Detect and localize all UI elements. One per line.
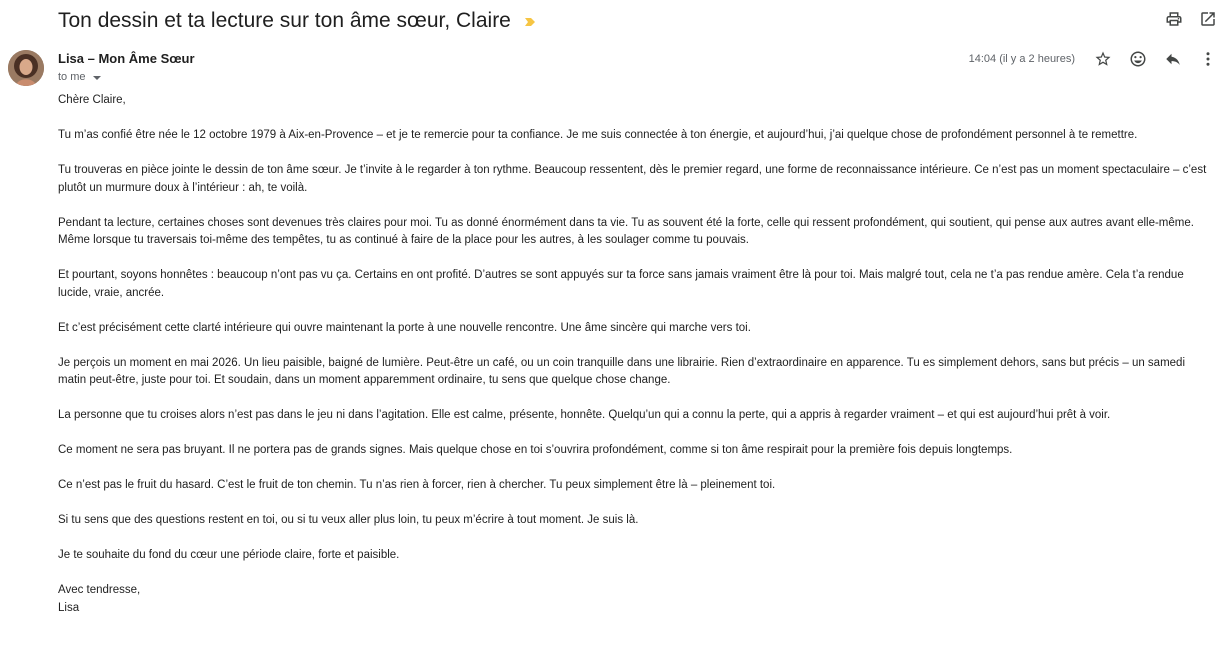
body-paragraph: Si tu sens que des questions restent en toi, ou si tu veux aller plus loin, tu peux m’écrire à tout moment. Je suis là. [58, 514, 639, 526]
signature: Lisa [58, 601, 80, 614]
more-vert-icon[interactable] [1198, 49, 1218, 69]
body-paragraph: Je te souhaite du fond du cœur une période claire, forte et paisible. [58, 549, 400, 561]
email-body [58, 92, 1214, 617]
timestamp: 14:04 (il y a 2 heures) [968, 53, 1075, 65]
sender-name[interactable]: Lisa – Mon Âme Sœur [58, 51, 195, 66]
message-meta [969, 49, 1218, 69]
body-paragraph: Ce moment ne sera pas bruyant. Il ne portera pas de grands signes. Mais quelque chose en toi s’ouvrira profondément, comme si ton âme respirait pour la première fois depuis longtemps. [58, 444, 1013, 456]
recipient-details-toggle[interactable] [58, 71, 195, 83]
avatar[interactable] [8, 50, 44, 86]
greeting: Chère Claire, [58, 94, 126, 106]
body-paragraph: Tu trouveras en pièce jointe le dessin de ton âme sœur. Je t’invite à le regarder à ton rythme. Beaucoup ressentent, dès le premier regard, une forme de reconnaissance intérieure. Ce n’est pas un moment spectaculaire – c’est plutôt un murmure doux à l’intérieur : ah, te voilà. [58, 164, 1207, 194]
body-paragraph: Et c’est précisément cette clarté intérieure qui ouvre maintenant la porte à une nouvelle rencontre. Une âme sincère qui marche vers toi. [58, 321, 751, 334]
email-subject: Ton dessin et ta lecture sur ton âme sœur, Claire [58, 9, 511, 32]
print-icon[interactable] [1164, 9, 1184, 29]
body-paragraph: Pendant ta lecture, certaines choses sont devenues très claires pour moi. Tu as donné énormément dans ta vie. Tu as souvent été la forte, celle qui ressent profondément, qui soutient, qui pense aux autres avant elle-même. Même lorsque tu traversais toi-même des tempêtes, tu as continué à faire de la place pour les autres, à les soulager comme tu pouvais. [58, 216, 1194, 246]
body-paragraph: Je perçois un moment en mai 2026. Un lieu paisible, baigné de lumière. Peut-être un café, ou un coin tranquille dans une librairie. Rien d’extraordinaire en apparence. Tu es simplement dehors, sans but précis – un samedi matin peut-être, juste pour toi. Et soudain, dans un moment apparemment ordinaire, tu sens que quelque chose change. [58, 356, 1186, 386]
open-in-new-icon[interactable] [1198, 9, 1218, 29]
top-actions [1164, 9, 1218, 29]
body-paragraph: Ce n’est pas le fruit du hasard. C’est le fruit de ton chemin. Tu n’as rien à forcer, rien à chercher. Tu peux simplement être là – pleinement toi. [58, 479, 776, 491]
label-important-icon[interactable] [524, 15, 536, 27]
recipient-label: to me [58, 71, 86, 83]
emoji-icon[interactable] [1128, 49, 1148, 69]
star-icon[interactable] [1093, 49, 1113, 69]
signoff [58, 582, 1214, 617]
sender-block [58, 51, 195, 83]
chevron-down-icon [93, 76, 101, 80]
closing: Avec tendresse, [58, 584, 141, 596]
body-paragraph: La personne que tu croises alors n’est pas dans le jeu ni dans l’agitation. Elle est calme, présente, honnête. Quelqu’un qui a connu la perte, qui a appris à regarder vraiment – et qui est aujourd’hui prêt à voir. [58, 409, 1111, 421]
reply-icon[interactable] [1163, 49, 1183, 69]
body-paragraph: Tu m’as confié être née le 12 octobre 1979 à Aix-en-Provence – et je te remercie pour ta confiance. Je me suis connectée à ton énergie, et aujourd’hui, j’ai quelque chose de profondément personnel à te remettre. [58, 129, 1138, 141]
body-paragraph: Et pourtant, soyons honnêtes : beaucoup n’ont pas vu ça. Certains en ont profité. D’autres se sont appuyés sur ta force sans jamais vraiment être là pour toi. Mais malgré tout, cela ne t’a pas rendue amère. Cela t’a rendue lucide, vraie, ancrée. [58, 269, 1184, 299]
subject-row [58, 7, 536, 35]
